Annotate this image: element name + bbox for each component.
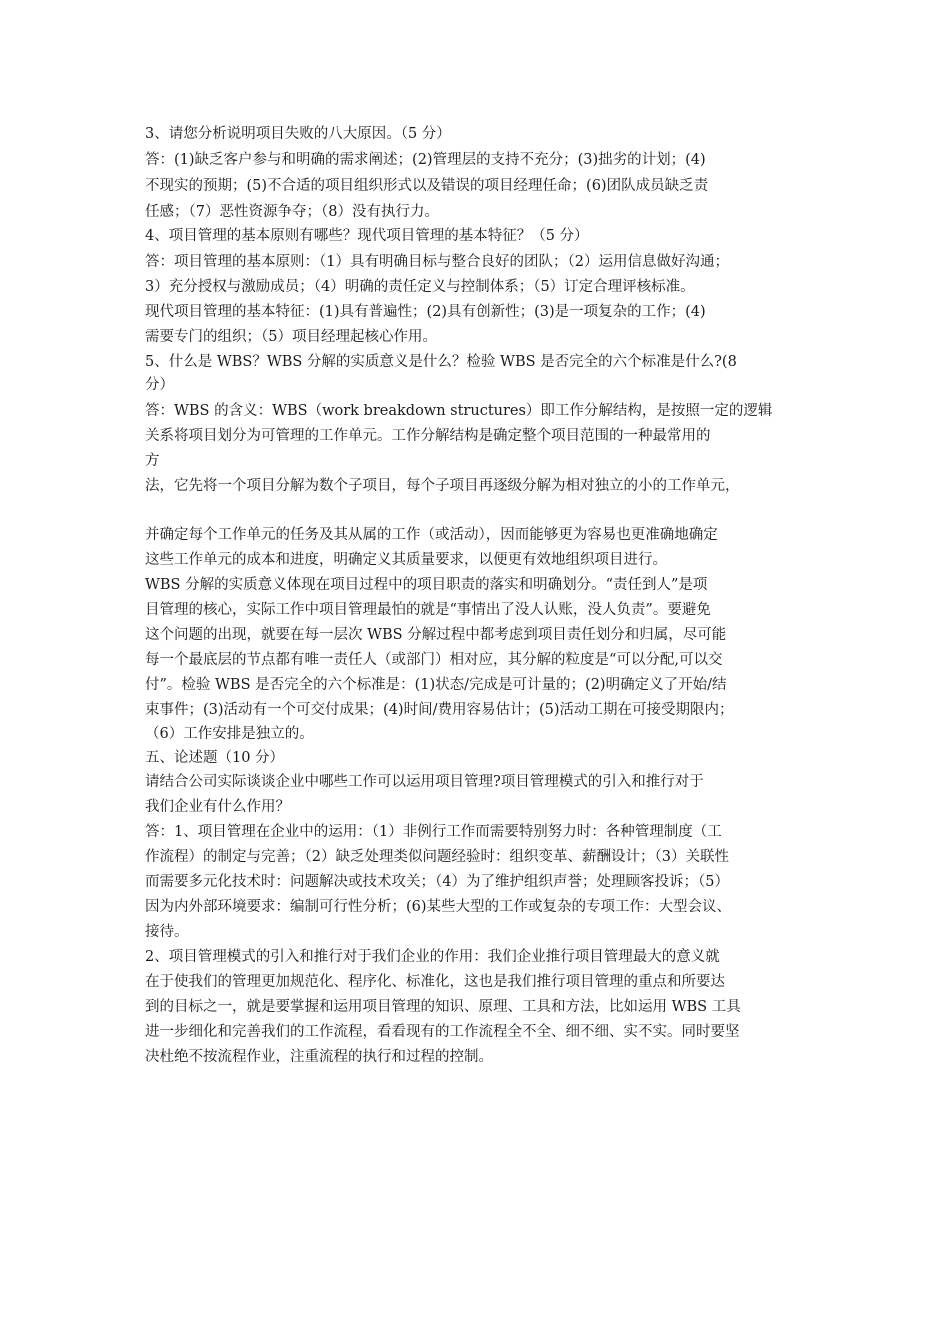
answer-line: 目管理的核心，实际工作中项目管理最怕的就是“事情出了没人认账，没人负责”。要避免 — [145, 602, 711, 618]
answer-line: 这个问题的出现，就要在每一层次 WBS 分解过程中都考虑到项目责任划分和归属，尽可能 — [145, 627, 727, 643]
answer-line: 答：1、项目管理在企业中的运用：（1）非例行工作而需要特别努力时：各种管理制度（工 — [145, 824, 722, 840]
essay-question-cont: 我们企业有什么作用？ — [145, 799, 290, 815]
answer-line: 在于使我们的管理更加规范化、程序化、标准化，这也是我们推行项目管理的重点和所要达 — [145, 974, 725, 990]
answer-line: （6）工作安排是独立的。 — [145, 726, 314, 742]
answer-line: 方 — [145, 453, 160, 469]
answer-line: 付”。检验 WBS 是否完全的六个标准是：(1)状态/完成是可计量的；(2)明确定义了开始/结 — [145, 677, 727, 693]
answer-line: 每一个最底层的节点都有唯一责任人（或部门）相对应，其分解的粒度是“可以分配,可以交 — [145, 652, 723, 668]
essay-question: 请结合公司实际谈谈企业中哪些工作可以运用项目管理?项目管理模式的引入和推行对于 — [145, 774, 704, 790]
answer-line: 3）充分授权与激励成员；（4）明确的责任定义与控制体系；（5）订定合理评核标准。 — [145, 279, 695, 295]
question-3-heading: 3、请您分析说明项目失败的八大原因。（5 分） — [145, 126, 451, 142]
answer-line: 这些工作单元的成本和进度，明确定义其质量要求，以便更有效地组织项目进行。 — [145, 552, 667, 568]
answer-line: 进一步细化和完善我们的工作流程，看看现有的工作流程全不全、细不细、实不实。同时要坚 — [145, 1024, 740, 1040]
answer-line: 而需要多元化技术时：问题解决或技术攻关；（4）为了维护组织声誉；处理顾客投诉；（5） — [145, 874, 729, 890]
question-5-heading-cont: 分） — [145, 377, 174, 393]
answer-line: 作流程）的制定与完善；（2）缺乏处理类似问题经验时：组织变革、薪酬设计；（3）关联性 — [145, 849, 729, 865]
answer-line: 2、项目管理模式的引入和推行对于我们企业的作用：我们企业推行项目管理最大的意义就 — [145, 949, 720, 965]
answer-line: 答：项目管理的基本原则：（1）具有明确目标与整合良好的团队；（2）运用信息做好沟通； — [145, 254, 729, 270]
question-4-heading: 4、项目管理的基本原则有哪些？现代项目管理的基本特征？（5 分） — [145, 228, 589, 244]
answer-line: WBS 分解的实质意义体现在项目过程中的项目职责的落实和明确划分。“责任到人”是项 — [145, 577, 708, 593]
answer-line: 答：WBS 的含义：WBS（work breakdown structures）即工作分解结构，是按照一定的逻辑 — [145, 403, 773, 419]
answer-line: 决杜绝不按流程作业，注重流程的执行和过程的控制。 — [145, 1049, 493, 1065]
section-5-heading: 五、论述题（10 分） — [145, 750, 285, 766]
answer-line: 现代项目管理的基本特征：(1)具有普遍性；(2)具有创新性；(3)是一项复杂的工作；(4) — [145, 304, 706, 320]
answer-line: 法，它先将一个项目分解为数个子项目，每个子项目再逐级分解为相对独立的小的工作单元， — [145, 478, 740, 494]
answer-line: 需要专门的组织；（5）项目经理起核心作用。 — [145, 329, 437, 345]
answer-line: 接待。 — [145, 924, 189, 940]
answer-line: 并确定每个工作单元的任务及其从属的工作（或活动），因而能够更为容易也更准确地确定 — [145, 527, 718, 543]
answer-line: 不现实的预期；(5)不合适的项目组织形式以及错误的项目经理任命；(6)团队成员缺乏责 — [145, 178, 709, 194]
answer-line: 关系将项目划分为可管理的工作单元。工作分解结构是确定整个项目范围的一种最常用的 — [145, 428, 711, 444]
question-5-heading: 5、什么是 WBS？WBS 分解的实质意义是什么？检验 WBS 是否完全的六个标准是什么?(8 — [145, 354, 737, 370]
answer-line: 答：(1)缺乏客户参与和明确的需求阐述；(2)管理层的支持不充分；(3)拙劣的计划；(4) — [145, 152, 706, 168]
answer-line: 束事件；(3)活动有一个可交付成果；(4)时间/费用容易估计；(5)活动工期在可接受期限内； — [145, 702, 734, 718]
answer-line: 任感；（7）恶性资源争夺；（8）没有执行力。 — [145, 204, 439, 220]
answer-line: 到的目标之一，就是要掌握和运用项目管理的知识、原理、工具和方法，比如运用 WBS 工具 — [145, 999, 741, 1015]
answer-line: 因为内外部环境要求：编制可行性分析；(6)某些大型的工作或复杂的专项工作：大型会议、 — [145, 899, 732, 915]
